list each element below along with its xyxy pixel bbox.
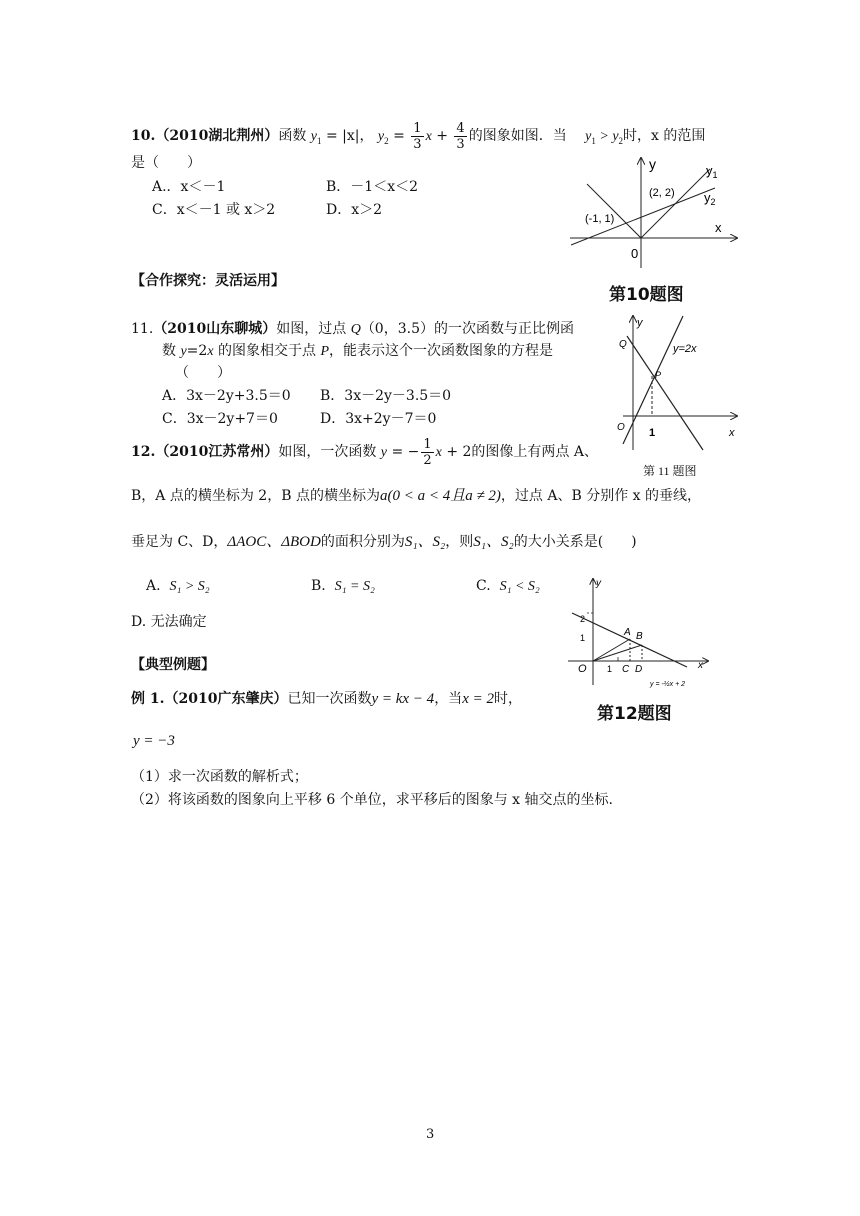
q12-o-label: O bbox=[578, 663, 587, 675]
q10-y1-label: $y_1$ bbox=[706, 163, 718, 180]
q12-title: 12.（2010江苏常州） bbox=[131, 444, 279, 460]
q11-o-label: O bbox=[617, 422, 625, 433]
ex1-title: 例 1.（2010广东肇庆） bbox=[131, 691, 288, 707]
q12-oa bbox=[593, 639, 630, 661]
q12-one-x-label: 1 bbox=[607, 664, 613, 674]
q11-q-label: Q bbox=[619, 339, 627, 350]
q10-abs-left bbox=[587, 184, 641, 238]
q11-x-label: x bbox=[729, 427, 735, 439]
q12-line3: 垂足为 C、D，ΔAOC、ΔBOD的面积分别为S₁、S₂，则S₁、S₂的大小关系是( ) bbox=[131, 534, 637, 550]
q11-option-c: C．3x－2y+7＝0 bbox=[162, 411, 278, 427]
q10-frac1: $\frac{1}{3}$ bbox=[413, 120, 422, 152]
ex1-line1: 例 1.（2010广东肇庆）已知一次函数y = kx − 4，当x = 2时， bbox=[131, 691, 522, 707]
q10-y2-label: $y_2$ bbox=[704, 190, 716, 207]
q12-figure bbox=[562, 575, 712, 693]
q12-d-label: D bbox=[635, 664, 643, 675]
q12-option-a: A. S₁ > S₂ bbox=[146, 578, 210, 594]
q10-eq: = |x|， bbox=[321, 128, 374, 144]
q11-line-label: y=2x bbox=[673, 343, 697, 355]
q11-line1: 11.（2010山东聊城）如图，过点 Q（0，3.5）的一次函数与正比例函 bbox=[131, 321, 574, 337]
q12-option-d: D. 无法确定 bbox=[131, 614, 207, 630]
q10-y1: $y_1$ bbox=[310, 129, 322, 146]
q10-y-label: y bbox=[649, 156, 656, 172]
q12-b-label: B bbox=[636, 631, 643, 642]
q10-x-label: x bbox=[715, 220, 722, 235]
q10-frac2: $\frac{4}{3}$ bbox=[456, 120, 465, 152]
q11-line3: （ ） bbox=[175, 365, 231, 381]
q10-text3: 时，x 的范围 bbox=[623, 128, 706, 144]
q10-title: 10.（2010湖北荆州） bbox=[131, 128, 279, 144]
q11-line-y2x bbox=[623, 316, 683, 444]
q12-one-y-label: 1 bbox=[580, 633, 586, 643]
q12-line1: 12.（2010江苏常州）如图，一次函数 y = − $\frac{1}{2}$ x + 2的图像上有两点 A、 bbox=[131, 436, 598, 468]
section-examples: 【典型例题】 bbox=[131, 657, 215, 673]
q11-y-label: y bbox=[637, 317, 643, 329]
q12-c-label: C bbox=[622, 664, 630, 675]
q10-text2: 的图象如图．当 bbox=[468, 128, 567, 144]
ex1-part2: （2）将该函数的图象向上平移 6 个单位，求平移后的图象与 x 轴交点的坐标. bbox=[131, 792, 613, 808]
q10-option-a: A.．x＜－1 bbox=[152, 179, 226, 195]
q10-option-d: D．x＞2 bbox=[326, 202, 383, 218]
q12-a-label: A bbox=[624, 627, 631, 638]
q12-range: a(0 < a < 4且a ≠ 2) bbox=[379, 488, 501, 504]
q12-line2: B，A 点的横坐标为 2，B 点的横坐标为a(0 < a < 4且a ≠ 2)，过点 A、B 分别作 x 的垂线， bbox=[131, 488, 702, 504]
q11-option-b: B．3x－2y－3.5＝0 bbox=[320, 388, 452, 404]
q12-y-label: y bbox=[596, 578, 601, 589]
q11-line2: 数 y=2x 的图象相交于点 P，能表示这个一次函数图象的方程是 bbox=[162, 343, 553, 359]
q10-caption: 第10题图 bbox=[609, 285, 684, 305]
q11-option-d: D．3x+2y－7＝0 bbox=[320, 411, 437, 427]
q11-p-label: P bbox=[655, 370, 662, 380]
q11-caption: 第 11 题图 bbox=[643, 464, 697, 478]
q10-origin: 0 bbox=[631, 246, 639, 261]
q11-one-label: 1 bbox=[649, 427, 656, 439]
q12-frac: $\frac{1}{2}$ bbox=[423, 436, 432, 468]
q10-y2: $y_2$ bbox=[377, 129, 389, 146]
q12-fn-label: y = -½x + 2 bbox=[650, 681, 686, 688]
q10-point-m1-1: (-1, 1) bbox=[585, 213, 615, 225]
q10-point-2-2: (2, 2) bbox=[649, 187, 675, 199]
q10-option-b: B．－1＜x＜2 bbox=[326, 179, 418, 195]
q10-line2: 是（ ） bbox=[131, 155, 201, 171]
q12-x-label: x bbox=[698, 660, 703, 671]
q10-figure bbox=[565, 150, 750, 275]
q12-caption: 第12题图 bbox=[597, 704, 672, 724]
q10-text1: 函数 bbox=[278, 128, 311, 144]
ex1-part1: （1）求一次函数的解析式； bbox=[131, 769, 308, 785]
page-number: 3 bbox=[426, 1127, 435, 1142]
q12-option-c: C. S₁ < S₂ bbox=[476, 578, 540, 594]
q10-option-c: C．x＜－1 或 x＞2 bbox=[152, 202, 276, 218]
q11-option-a: A．3x－2y+3.5＝0 bbox=[162, 388, 291, 404]
section-cooperative: 【合作探究：灵活运用】 bbox=[131, 273, 285, 289]
q11-figure bbox=[595, 312, 745, 457]
q10-line1: 10.（2010湖北荆州）函数 $y_1 = |x|$， $y_2$ = $\frac{1}{3}$ x + $\frac{4}{3}$ 的图象如图．当 $y_1 > y_2$时，x 的范围 bbox=[131, 120, 706, 152]
q12-option-b: B. S₁ = S₂ bbox=[311, 578, 375, 594]
ex1-value: y = −3 bbox=[133, 733, 175, 749]
q12-two-label: 2 bbox=[580, 614, 586, 624]
q10-ineq: $y_1 > y_2$ bbox=[585, 129, 624, 146]
q12-ob bbox=[593, 645, 642, 661]
